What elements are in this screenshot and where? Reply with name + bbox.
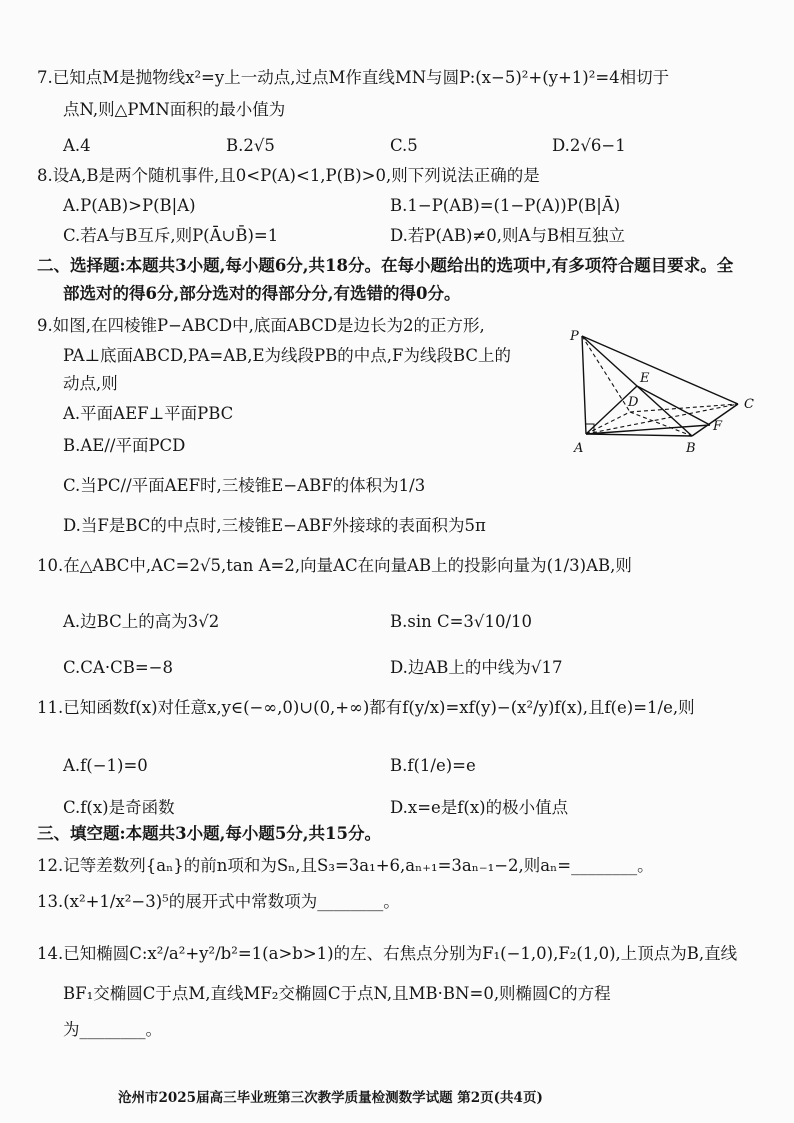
text-line: 点N,则△PMN面积的最小值为 bbox=[63, 100, 286, 119]
text-line: B.sin C=3√10/10 bbox=[390, 612, 532, 631]
label-F: F bbox=[713, 419, 723, 434]
text-line: D.若P(AB)≠0,则A与B相互独立 bbox=[390, 226, 626, 245]
edge-AB bbox=[586, 434, 692, 436]
edge-PA bbox=[582, 336, 586, 434]
text-line: 三、填空题:本题共3小题,每小题5分,共15分。 bbox=[37, 824, 382, 843]
text-line: D.2√6−1 bbox=[552, 136, 626, 155]
label-C: C bbox=[744, 397, 754, 412]
text-line: A.P(AB)>P(B|A) bbox=[63, 196, 196, 215]
text-line: B.2√5 bbox=[226, 136, 275, 155]
diagonal-BD bbox=[630, 412, 692, 436]
text-line: C.CA·CB=−8 bbox=[63, 658, 173, 677]
edge-PC bbox=[582, 336, 738, 404]
text-line: 9.如图,在四棱锥P−ABCD中,底面ABCD是边长为2的正方形, bbox=[37, 316, 485, 335]
label-P: P bbox=[570, 329, 579, 344]
text-line: A.边BC上的高为3√2 bbox=[63, 612, 220, 631]
label-E: E bbox=[640, 371, 650, 386]
text-line: 动点,则 bbox=[63, 374, 118, 393]
text-line: C.若A与B互斥,则P(Ā∪B̄)=1 bbox=[63, 226, 279, 245]
text-line: PA⊥底面ABCD,PA=AB,E为线段PB的中点,F为线段BC上的 bbox=[63, 346, 512, 365]
text-line: A.f(−1)=0 bbox=[63, 756, 148, 775]
text-line: C.5 bbox=[390, 136, 418, 155]
text-line: 8.设A,B是两个随机事件,且0<P(A)<1,P(B)>0,则下列说法正确的是 bbox=[37, 166, 540, 185]
segment-AF bbox=[586, 425, 710, 434]
text-line: D.当F是BC的中点时,三棱锥E−ABF外接球的表面积为5π bbox=[63, 516, 486, 535]
text-line: A.4 bbox=[63, 136, 91, 155]
text-line: 10.在△ABC中,AC=2√5,tan A=2,向量AC在向量AB上的投影向量为(1/3)AB,则 bbox=[37, 556, 632, 575]
label-A: A bbox=[574, 441, 584, 456]
text-line: 12.记等差数列{aₙ}的前n项和为Sₙ,且S₃=3a₁+6,aₙ₊₁=3aₙ₋₁−2,则aₙ=________。 bbox=[37, 856, 654, 875]
text-line: 二、选择题:本题共3小题,每小题6分,共18分。在每小题给出的选项中,有多项符合题目要求。全 bbox=[37, 256, 734, 275]
text-line: B.AE//平面PCD bbox=[63, 436, 186, 455]
text-line: D.x=e是f(x)的极小值点 bbox=[390, 798, 569, 817]
text-line: C.f(x)是奇函数 bbox=[63, 798, 175, 817]
text-line: 为________。 bbox=[63, 1020, 162, 1039]
page-footer: 沧州市2025届高三毕业班第三次教学质量检测数学试题 第2页(共4页) bbox=[118, 1090, 543, 1106]
label-D: D bbox=[628, 395, 639, 410]
text-line: 部选对的得6分,部分选对的得部分分,有选错的得0分。 bbox=[63, 284, 461, 303]
text-line: C.当PC//平面AEF时,三棱锥E−ABF的体积为1/3 bbox=[63, 476, 426, 495]
text-line: 7.已知点M是抛物线x²=y上一动点,过点M作直线MN与圆P:(x−5)²+(y+1)²=4相切于 bbox=[37, 68, 670, 87]
text-line: D.边AB上的中线为√17 bbox=[390, 658, 563, 677]
text-line: B.f(1/e)=e bbox=[390, 756, 476, 775]
text-line: 11.已知函数f(x)对任意x,y∈(−∞,0)∪(0,+∞)都有f(y/x)=xf(y)−(x²/y)f(x),且f(e)=1/e,则 bbox=[37, 698, 695, 717]
text-line: 14.已知椭圆C:x²/a²+y²/b²=1(a>b>1)的左、右焦点分别为F₁(−1,0),F₂(1,0),上顶点为B,直线 bbox=[37, 944, 738, 963]
text-line: 13.(x²+1/x²−3)⁵的展开式中常数项为________。 bbox=[37, 892, 400, 911]
label-B: B bbox=[686, 441, 696, 456]
text-line: B.1−P(AB)=(1−P(A))P(B|Ā) bbox=[390, 196, 621, 215]
pyramid-figure bbox=[568, 326, 764, 458]
text-line: BF₁交椭圆C于点M,直线MF₂交椭圆C于点N,且MB·BN=0,则椭圆C的方程 bbox=[63, 984, 611, 1003]
text-line: A.平面AEF⊥平面PBC bbox=[63, 404, 234, 423]
